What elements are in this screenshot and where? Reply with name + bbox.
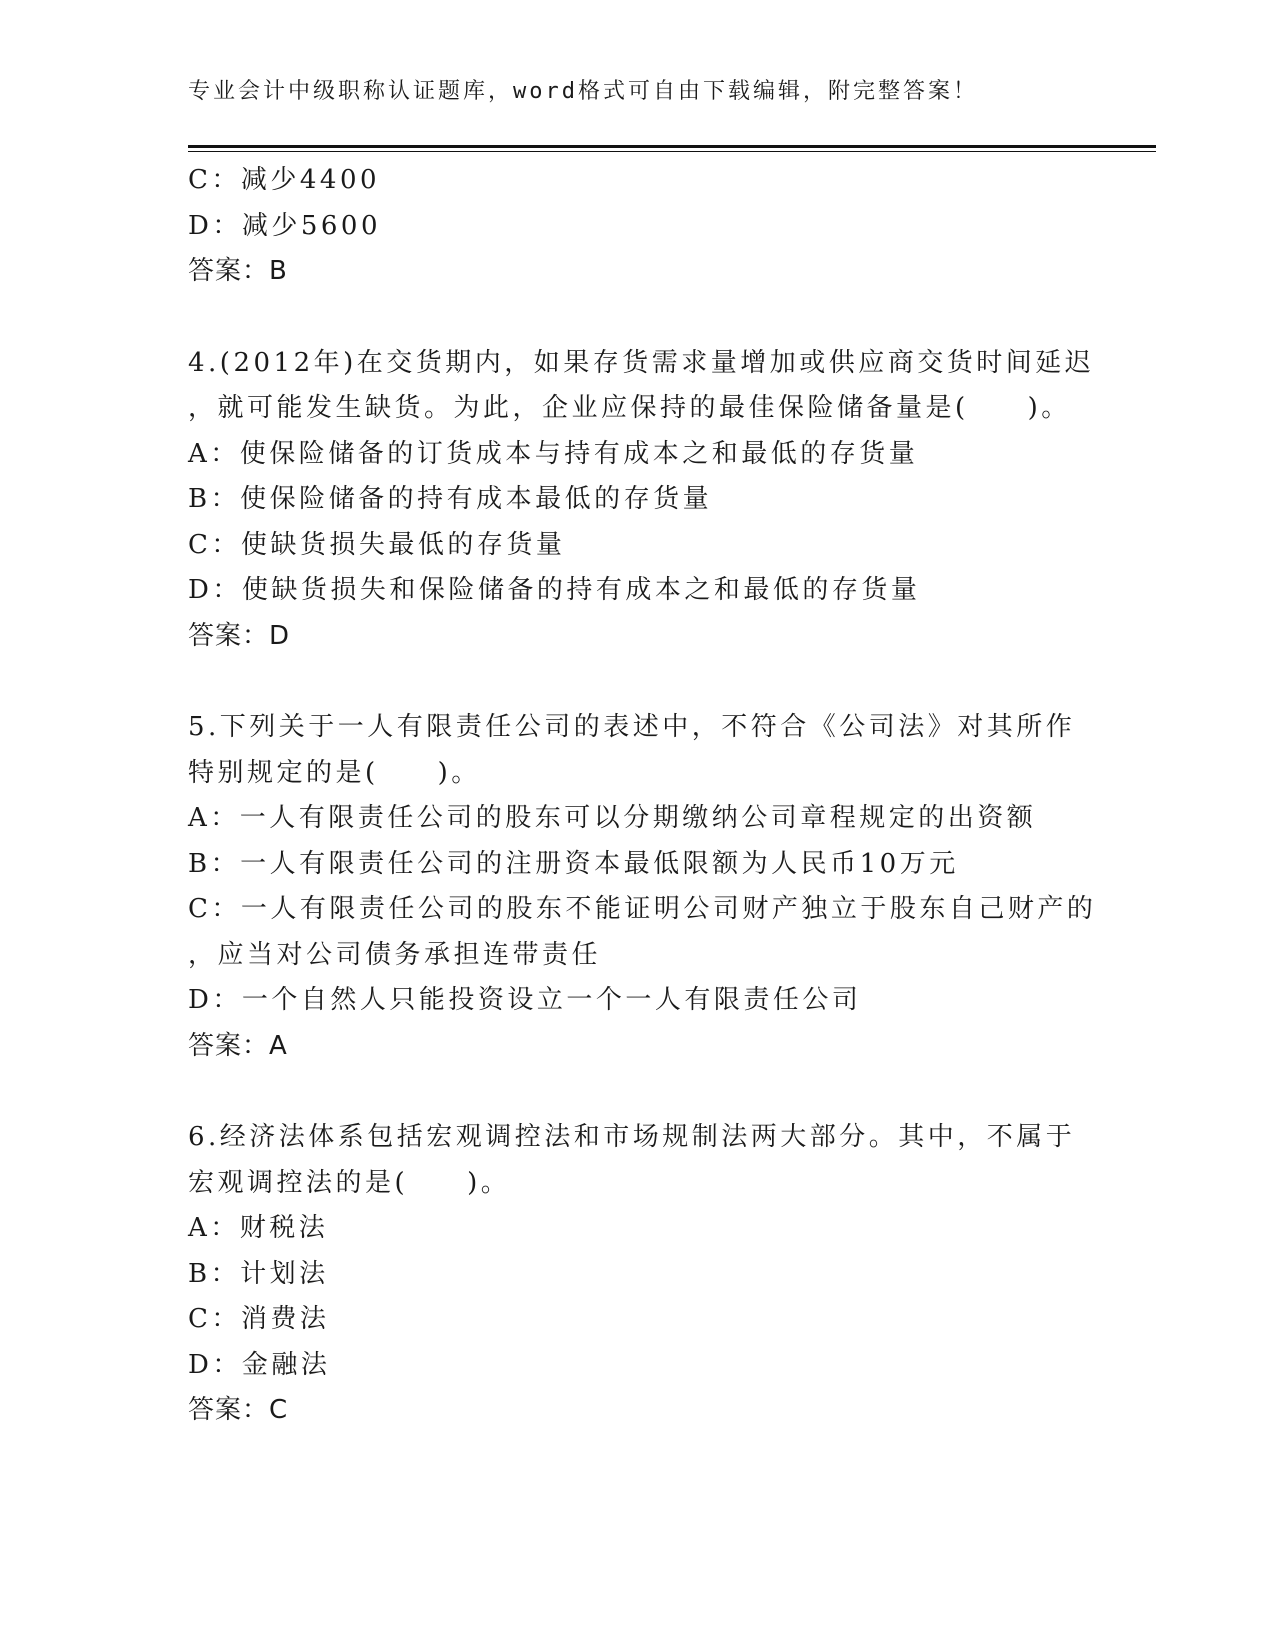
option-c: C：减少4400 bbox=[188, 165, 381, 195]
question-stem: 特别规定的是( )。 bbox=[188, 757, 481, 788]
question-stem: 5.下列关于一人有限责任公司的表述中，不符合《公司法》对其所作 bbox=[188, 712, 1076, 742]
option-a: A：使保险储备的订货成本与持有成本之和最低的存货量 bbox=[188, 438, 919, 469]
question-spacer bbox=[188, 659, 1088, 705]
option-a: A：财税法 bbox=[188, 1213, 329, 1243]
answer-line: 答案：B bbox=[188, 256, 288, 286]
header-rule-thin bbox=[188, 151, 1156, 152]
option-c: C：使缺货损失最低的存货量 bbox=[188, 529, 566, 560]
option-d: D：使缺货损失和保险储备的持有成本之和最低的存货量 bbox=[188, 575, 921, 605]
question-stem: 宏观调控法的是( )。 bbox=[188, 1167, 511, 1198]
question-stem: 6.经济法体系包括宏观调控法和市场规制法两大部分。其中，不属于 bbox=[188, 1122, 1076, 1152]
question-list bbox=[188, 158, 1097, 1434]
option-c: C：消费法 bbox=[188, 1304, 330, 1334]
answer-line: 答案：C bbox=[188, 1395, 289, 1425]
page-header: 专业会计中级职称认证题库，word格式可自由下载编辑，附完整答案！ bbox=[188, 79, 978, 104]
option-b: B：使保险储备的持有成本最低的存货量 bbox=[188, 484, 713, 514]
option-b: B：一人有限责任公司的注册资本最低限额为人民币10万元 bbox=[188, 848, 959, 879]
question-4 bbox=[188, 341, 1095, 660]
question-3 bbox=[188, 158, 1088, 295]
option-b: B：计划法 bbox=[188, 1258, 329, 1289]
option-d: D：减少5600 bbox=[188, 210, 382, 241]
answer-line: 答案：A bbox=[188, 1030, 288, 1061]
option-c: C：一人有限责任公司的股东不能证明公司财产独立于股东自己财产的 bbox=[188, 894, 1097, 924]
option-d: D：一个自然人只能投资设立一个一人有限责任公司 bbox=[188, 985, 862, 1015]
option-d: D：金融法 bbox=[188, 1349, 331, 1380]
question-6 bbox=[188, 1115, 1088, 1434]
header-rule-thick bbox=[188, 145, 1156, 148]
question-stem: 4.(2012年)在交货期内，如果存货需求量增加或供应商交货时间延迟 bbox=[188, 347, 1095, 378]
question-stem: ，就可能发生缺货。为此，企业应保持的最佳保险储备量是( )。 bbox=[188, 393, 1071, 423]
option-a: A：一人有限责任公司的股东可以分期缴纳公司章程规定的出资额 bbox=[188, 803, 1037, 833]
question-5 bbox=[188, 705, 1097, 1069]
question-spacer bbox=[188, 1069, 1088, 1115]
option-c-continuation: ，应当对公司债务承担连带责任 bbox=[188, 939, 602, 970]
question-spacer bbox=[188, 295, 1088, 341]
answer-line: 答案：D bbox=[188, 620, 291, 651]
